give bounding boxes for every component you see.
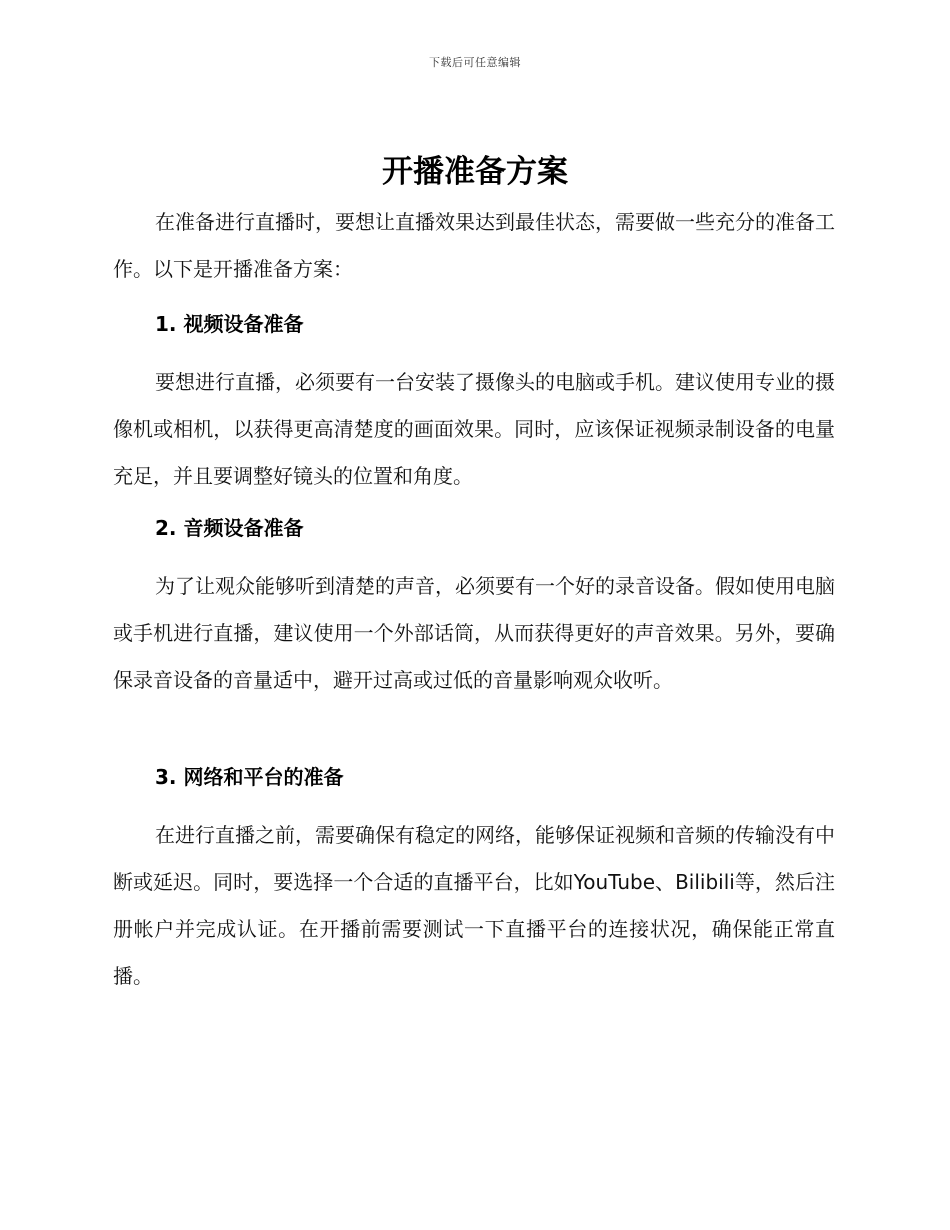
intro-paragraph: 在准备进行直播时，要想让直播效果达到最佳状态，需要做一些充分的准备工作。以下是开播准备方案： — [113, 210, 835, 281]
section-body-video: 要想进行直播，必须要有一台安装了摄像头的电脑或手机。建议使用专业的摄像机或相机，以获得更高清楚度的画面效果。同时，应该保证视频录制设备的电量充足，并且要调整好镜头的位置和角度。 — [113, 370, 835, 488]
section-heading-video: 1. 视频设备准备 — [155, 312, 304, 336]
section-heading-audio: 2. 音频设备准备 — [155, 516, 304, 540]
header-note: 下载后可任意编辑 — [429, 56, 521, 69]
page-title: 开播准备方案 — [382, 154, 568, 190]
section-body-audio: 为了让观众能够听到清楚的声音，必须要有一个好的录音设备。假如使用电脑或手机进行直播，建议使用一个外部话筒，从而获得更好的声音效果。另外，要确保录音设备的音量适中，避开过高或过低的音量影响观众收听。 — [113, 574, 835, 692]
section-heading-network: 3. 网络和平台的准备 — [155, 765, 344, 789]
section-body-network: 在进行直播之前，需要确保有稳定的网络，能够保证视频和音频的传输没有中断或延迟。同时，要选择一个合适的直播平台，比如YouTube、Bilibili等，然后注册帐户并完成认证。在开播前需要测试一下直播平台的连接状况，确保能正常直播。 — [113, 823, 835, 988]
